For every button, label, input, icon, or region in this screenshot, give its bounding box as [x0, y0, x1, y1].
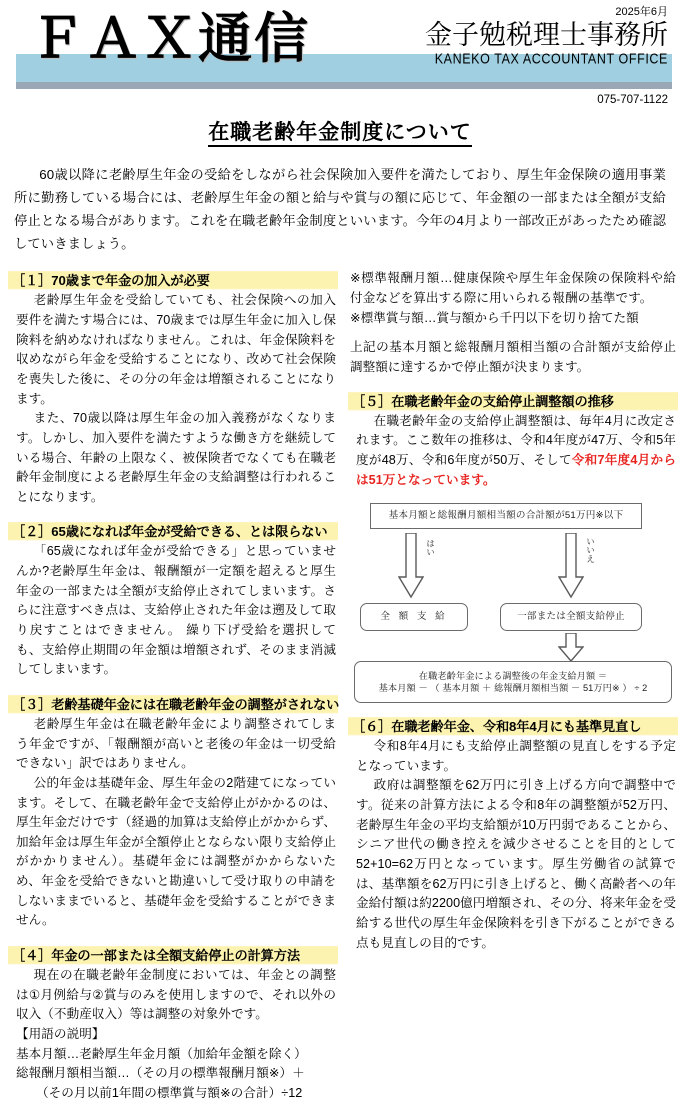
section-5-heading: ［５］在職老齢年金の支給停止調整額の推移	[348, 390, 678, 411]
section-2	[8, 520, 338, 679]
section-4	[8, 944, 338, 1103]
section-4-term-3: （その月以前1年間の標準賞与額※の合計）÷12	[36, 1085, 303, 1100]
note-standard-monthly-remuneration: ※標準報酬月額…健康保険や厚生年金保険の保険料や給付金などを算出する際に用いられる報酬の基準です。	[350, 271, 676, 306]
right-column	[348, 269, 678, 1116]
intro-paragraph: 60歳以降に老齢厚生年金の受給をしながら社会保険加入要件を満たしており、厚生年金保険の適用事業所に勤務している場合には、老齢厚生年金の額と給与や賞与の額に応じて、年金額の一部または全額が支給停止となる場合があります。これを在職老齢年金制度といいます。今年の4月より一部改正があったため確認していきましょう。	[14, 167, 666, 251]
diagram-arrow-to-formula-icon	[558, 633, 584, 663]
section-2-paragraph-1: 「65歳になれば年金が受給できる」と思っていませんか?老齢厚生年金は、報酬額が一定額を超えると厚生年金の一部または全額が支給停止されてしまいます。さらに注意すべき点は、支給停止された年金は遡及して取り戻すことはできません。 繰り下げ受給を選択しても、支給停止期間の年金額は増額されず、そのまま消滅してしまいます。	[16, 544, 336, 677]
section-1-paragraph-2: また、70歳以降は厚生年金の加入義務がなくなります。しかし、加入要件を満たすような働き方を継続している場合、年齢の上限なく、被保険者でなくても在職老齢年金制度による老齢厚生年金の支給調整は行われることになります。	[16, 411, 336, 504]
office-name-japanese: 金子勉税理士事務所	[425, 20, 668, 51]
office-phone-number: 075-707-1122	[597, 94, 668, 106]
section-6	[348, 715, 678, 953]
diagram-formula-line-2: 基本月額 － （ 基本月額 ＋ 総報酬月額相当額 － 51万円※ ） ÷ 2	[378, 683, 648, 694]
section-4-term-1: 基本月額…老齢厚生年金月額（加給年金額を除く）	[16, 1046, 307, 1061]
right-column-lead-paragraph: 上記の基本月額と総報酬月額相当額の合計額が支給停止調整額に達するかで停止額が決まります。	[350, 340, 676, 374]
section-1	[8, 269, 338, 507]
section-1-paragraph-1: 老齢厚生年金を受給していても、社会保険への加入要件を満たす場合には、70歳までは厚生年金に加入し保険料を納めなければなりません。これは、年金保険料を収めながら年金を受給することになり、改めて社会保険を喪失した後に、その分の年金は増額されることになります。	[16, 293, 336, 406]
section-4-paragraph-1: 現在の在職老齢年金制度においては、年金との調整は①月例給与②賞与のみを使用しますので、それ以外の収入（不動産収入）等は調整の対象外です。	[16, 968, 336, 1022]
diagram-condition-box: 基本月額と総報酬月額相当額の合計額が51万円※以下	[370, 503, 642, 529]
eligibility-flow-diagram	[352, 503, 674, 703]
section-4-heading: ［４］年金の一部または全額支給停止の計算方法	[8, 944, 338, 965]
page-header	[0, 0, 680, 106]
diagram-label-yes: はい	[425, 539, 436, 557]
section-5	[348, 390, 678, 491]
diagram-outcome-suspended: 一部または全額支給停止	[500, 603, 642, 631]
section-5-text-normal: 在職老齢年金の支給停止調整額は、毎年4月に改定されます。ここ数年の推移は、令和4年度が47万、令和5年度が48万、令和6年度が50万、そして	[356, 413, 676, 467]
two-column-body	[0, 269, 680, 1116]
note-standard-bonus: ※標準賞与額…賞与額から千円以下を切り捨てた額	[350, 310, 639, 325]
section-1-heading: ［１］70歳まで年金の加入が必要	[8, 269, 338, 290]
left-column	[8, 269, 338, 1116]
diagram-label-no: いいえ	[585, 537, 596, 564]
section-3	[8, 693, 338, 931]
diagram-arrow-yes-icon	[398, 533, 424, 599]
section-3-paragraph-2: 公的年金は基礎年金、厚生年金の2階建てになっています。そして、在職老齢年金で支給停止がかかるのは、厚生年金だけです（経過的加算は支給停止がかからず、加給年金は厚生年金が全額停止とならない限り支給停止がかかりません）。基礎年金には調整がかからないため、年金を受給できないと勘違いして受け取りの申請をしないままでいると、基礎年金を受給することができません。	[16, 775, 336, 928]
section-3-paragraph-1: 老齢厚生年金は在職老齢年金により調整されてしまう年金ですが、「報酬額が高いと老後の年金は一切受給できない」訳ではありません。	[16, 716, 336, 771]
banner-gray-bar	[16, 82, 672, 89]
section-3-heading: ［３］老齢基礎年金には在職老齢年金の調整がされない	[8, 693, 338, 714]
office-identity-block	[425, 6, 668, 67]
section-2-heading: ［２］65歳になれば年金が受給できる、とは限らない	[8, 520, 338, 541]
diagram-outcome-full-payment: 全 額 支 給	[360, 603, 468, 631]
diagram-arrow-no-icon	[558, 533, 584, 599]
section-4-terms-heading: 【用語の説明】	[16, 1026, 105, 1041]
section-5-paragraph	[348, 412, 678, 491]
diagram-formula-box	[354, 661, 672, 703]
section-6-paragraph-2: 政府は調整額を62万円に引き上げる方向で調整中です。従来の計算方法による令和8年の調整額が52万円、老齢厚生年金の平均支給額が10万円弱であることから、シニア世代の働き控えを減少させることを目的として52+10=62万円となっています。厚生労働省の試算では、基準額を62万円に引き上げると、働く高齢者への年金給付額は約2200億円増額され、その分、将来年金を受給する世代の厚生年金保険料を引き下がることができる点も見直しの目的です。	[356, 778, 676, 950]
diagram-formula-line-1: 在職老齢年金による調整後の年金支給月額 ＝	[418, 670, 608, 681]
section-6-paragraph-1: 令和8年4月にも支給停止調整額の見直しをする予定となっています。	[356, 739, 676, 773]
document-title	[0, 116, 680, 146]
issue-date: 2025年6月	[615, 6, 668, 18]
section-6-heading: ［６］在職老齢年金、令和8年4月にも基準見直し	[348, 715, 678, 736]
office-name-english: KANEKO TAX ACCOUNTANT OFFICE	[434, 51, 668, 68]
fax-masthead-title: ＦＡＸ通信	[30, 9, 310, 69]
section-5-text-highlight: 令和7年度4月からは51万となっています。	[356, 452, 676, 487]
section-4-term-2: 総報酬月額相当額…（その月の標準報酬月額※）＋	[16, 1066, 305, 1081]
document-title-text: 在職老齢年金制度について	[208, 121, 472, 147]
